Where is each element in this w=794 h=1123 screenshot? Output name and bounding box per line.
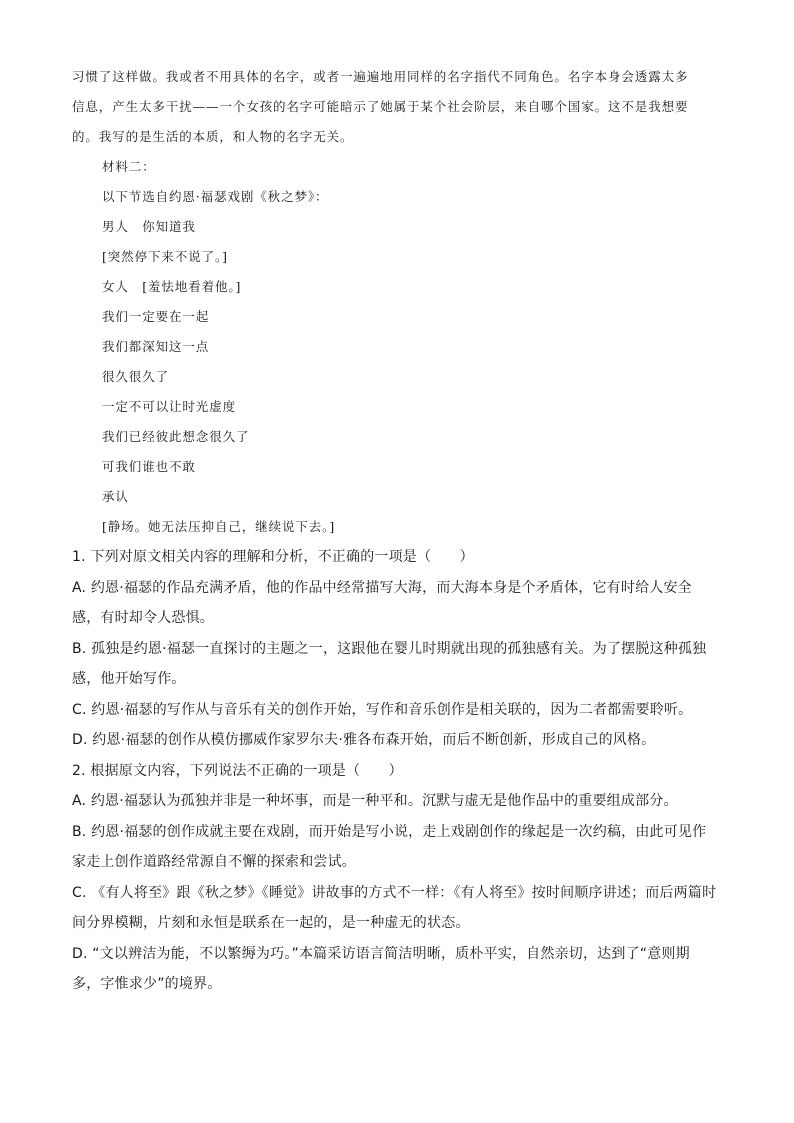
option-a: [72, 573, 722, 634]
option-c: [72, 695, 722, 726]
option-line: A. 约恩·福瑟认为孤独并非是一种坏事，而是一种平和。沉默与虚无是他作品中的重要组成部分。: [72, 793, 678, 809]
script-line: 可我们谁也不敢: [102, 459, 196, 474]
option-line: 感，有时却令人恐惧。: [72, 610, 214, 626]
script-line: 一定不可以让时光虚度: [102, 399, 237, 414]
option-b: [72, 634, 722, 695]
passage-line: 的。我写的是生活的本质，和人物的名字无关。: [72, 129, 354, 144]
document-page: [72, 62, 722, 1000]
option-line: D. 约恩·福瑟的创作从模仿挪威作家罗尔夫·雅各布森开始，而后不断创新，形成自己的风格。: [72, 732, 656, 748]
passage-line: 习惯了这样做。我或者不用具体的名字，或者一遍遍地用同样的名字指代不同角色。名字本身会透露太多: [72, 69, 689, 84]
material-intro: 以下节选自约恩·福瑟戏剧《秋之梦》：: [102, 189, 329, 204]
question-1: [72, 542, 722, 756]
question-stem: 2. 根据原文内容，下列说法不正确的一项是（ ）: [72, 762, 403, 779]
option-line: 感，他开始写作。: [72, 671, 186, 687]
script-line: 我们都深知这一点: [102, 339, 210, 354]
material-passage: [72, 62, 722, 542]
script-line: 承认: [102, 489, 129, 504]
stage-direction: [突然停下来不说了。]: [102, 249, 228, 264]
option-d: [72, 939, 722, 1000]
stage-direction: [静场。她无法压抑自己，继续说下去。]: [102, 519, 336, 534]
option-c: [72, 878, 722, 939]
option-line: 多，字惟求少”的境界。: [72, 976, 222, 992]
option-line: A. 约恩·福瑟的作品充满矛盾，他的作品中经常描写大海，而大海本身是个矛盾体，它有时给人安全: [72, 579, 692, 596]
script-line: 我们已经彼此想念很久了: [102, 429, 250, 444]
option-d: [72, 725, 722, 756]
option-line: B. 孤独是约恩·福瑟一直探讨的主题之一，这跟他在婴儿时期就出现的孤独感有关。为了摆脱这种孤独: [72, 640, 707, 657]
option-line: C. 约恩·福瑟的写作从与音乐有关的创作开始，写作和音乐创作是相关联的，因为二者都需要聆听。: [72, 701, 693, 718]
option-line: 家走上创作道路经常源自不懈的探索和尝试。: [72, 854, 356, 870]
question-2: [72, 756, 722, 1000]
material-heading: 材料二：: [102, 159, 156, 174]
script-line: 我们一定要在一起: [102, 309, 210, 324]
option-line: 间分界模糊，片刻和永恒是联系在一起的，是一种虚无的状态。: [72, 915, 470, 931]
script-line: 男人 你知道我: [102, 219, 196, 234]
option-a: [72, 786, 722, 817]
script-line: 女人 [羞怯地看着他。]: [102, 279, 242, 294]
option-b: [72, 817, 722, 878]
option-line: D. “文以辨洁为能，不以繁缛为巧。”本篇采访语言简洁明晰，质朴平实，自然亲切，达到了“意则期: [72, 945, 690, 962]
option-line: B. 约恩·福瑟的创作成就主要在戏剧，而开始是写小说，走上戏剧创作的缘起是一次约稿，由此可见作: [72, 823, 707, 840]
script-line: 很久很久了: [102, 369, 170, 384]
passage-line: 信息，产生太多干扰——一个女孩的名字可能暗示了她属于某个社会阶层，来自哪个国家。这不是我想要: [72, 99, 689, 114]
question-stem: 1. 下列对原文相关内容的理解和分析，不正确的一项是（ ）: [72, 549, 474, 565]
option-line: C. 《有人将至》跟《秋之梦》《睡觉》讲故事的方式不一样：《有人将至》按时间顺序讲述；而后两篇时: [72, 884, 717, 901]
